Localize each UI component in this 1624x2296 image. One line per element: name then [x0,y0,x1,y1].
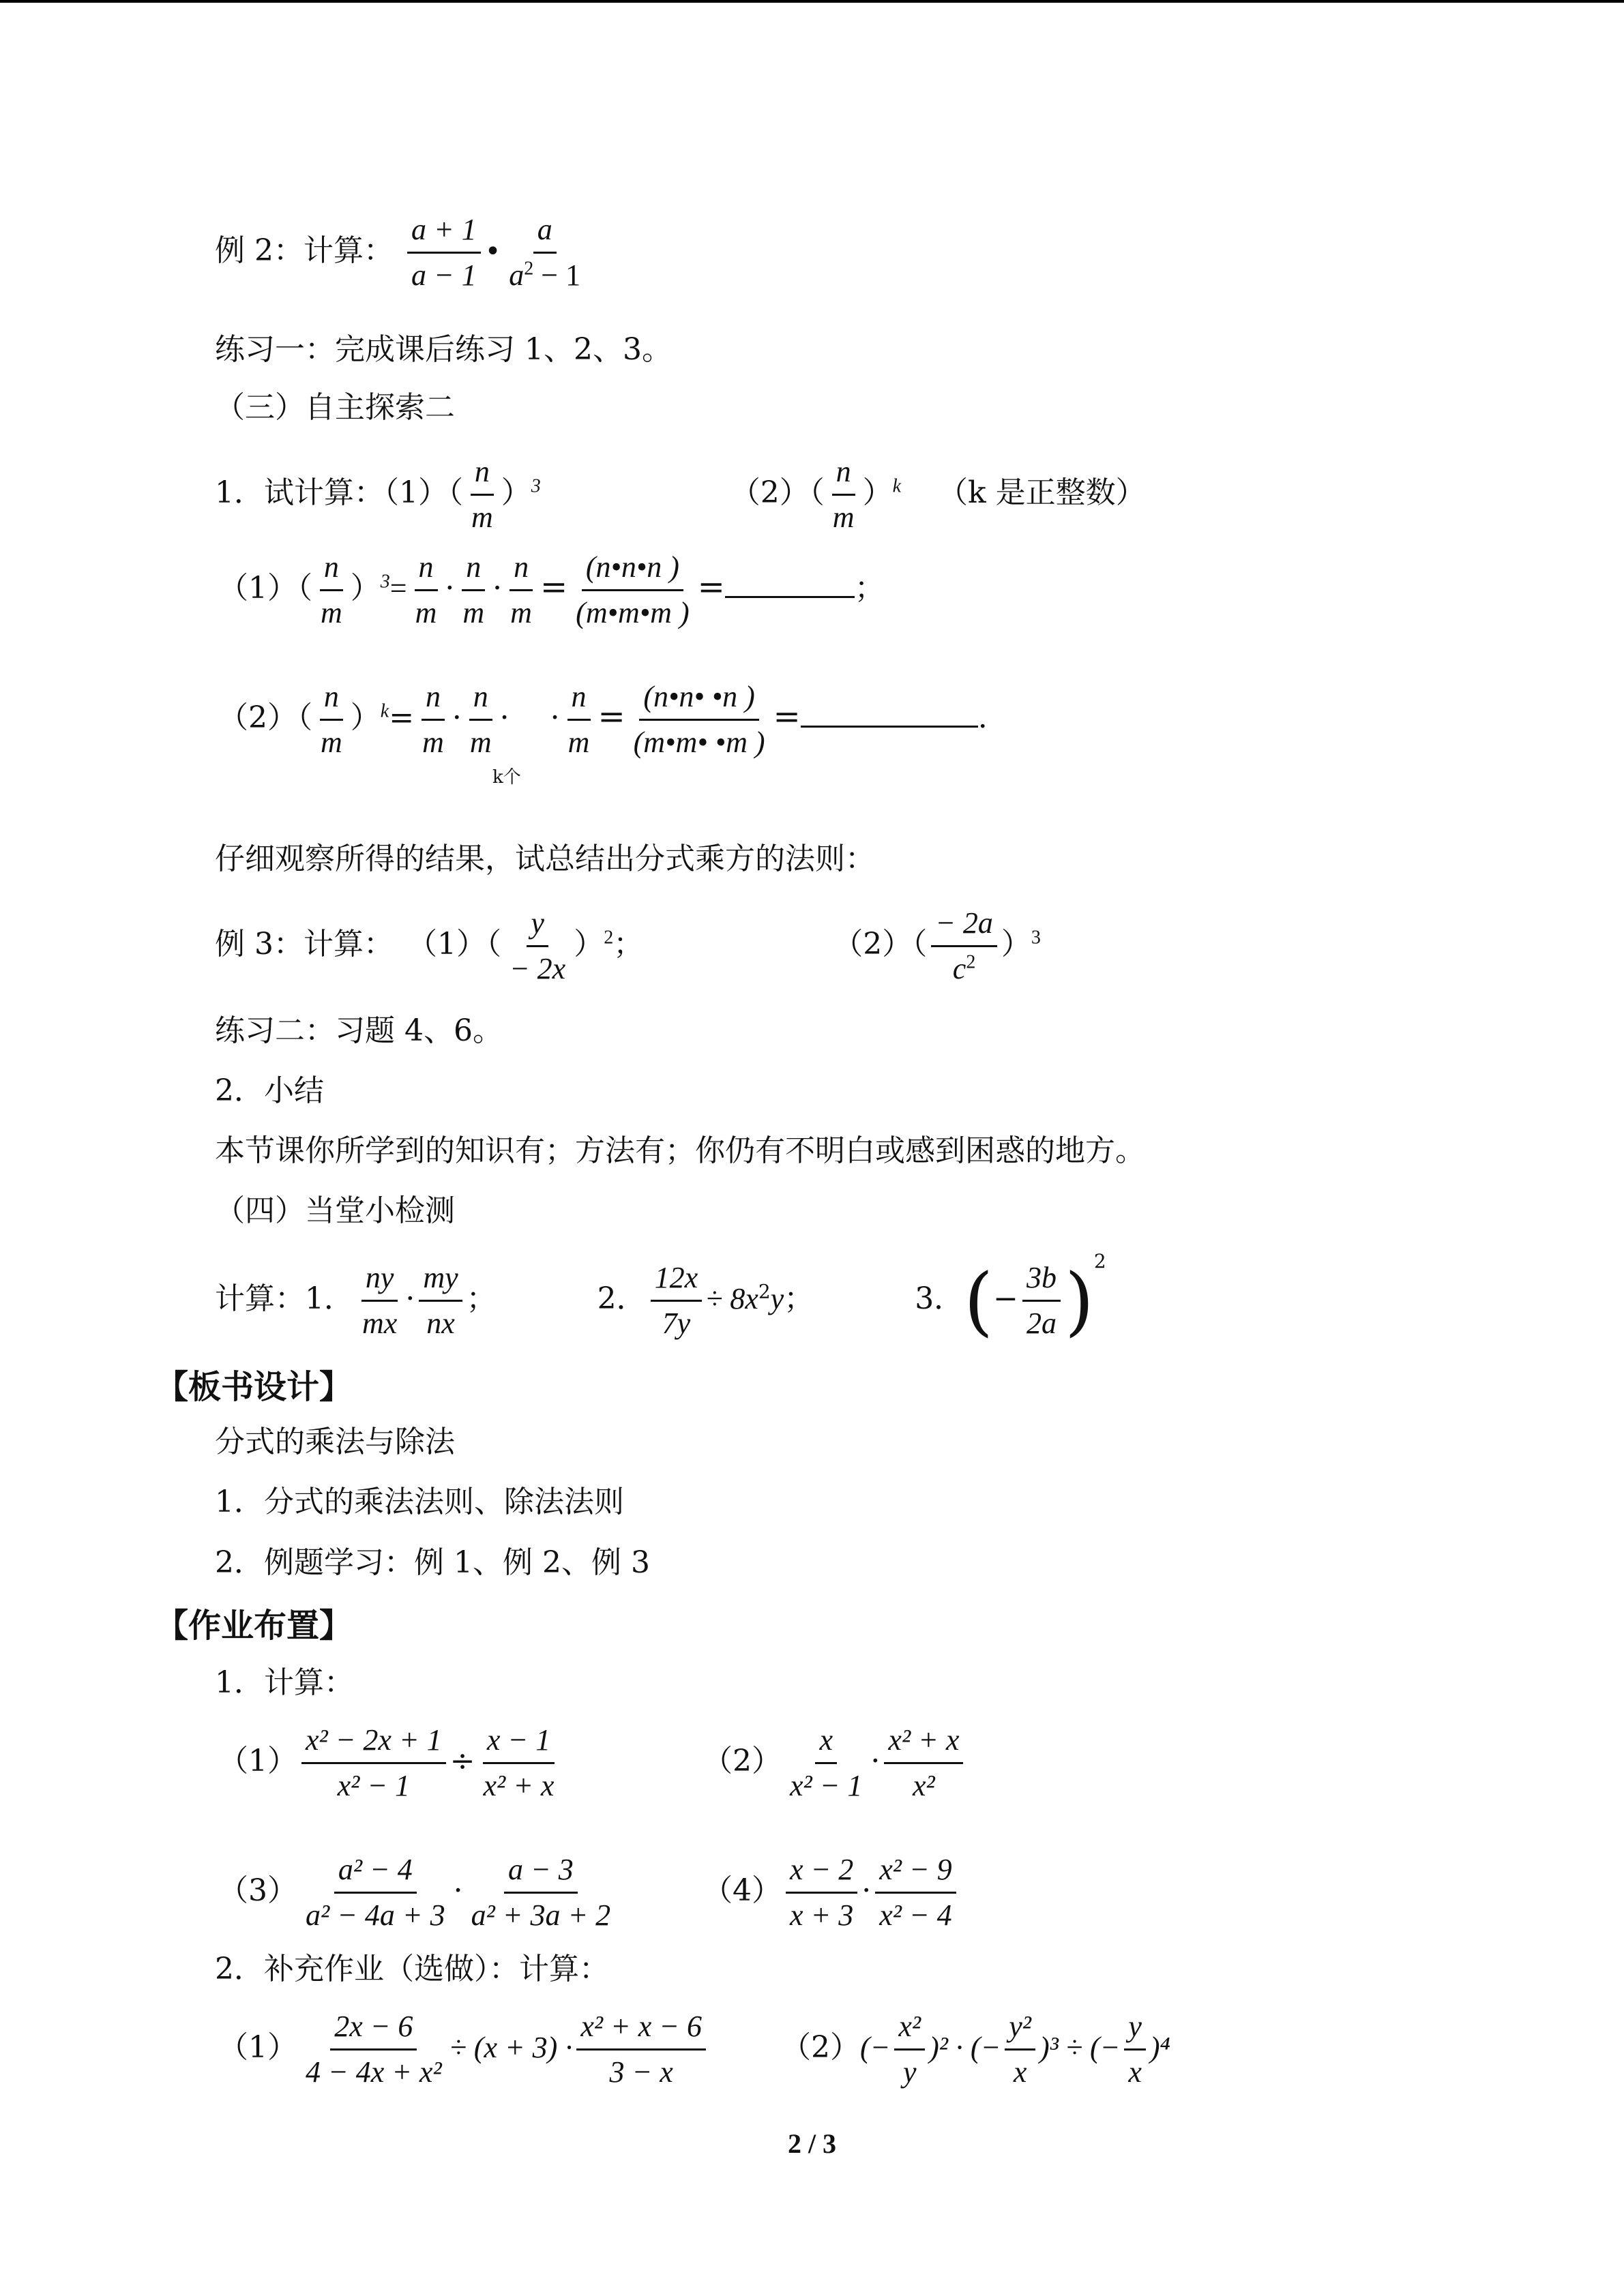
homework-heading: 【作业布置】 [156,1607,353,1645]
board-line-1: 分式的乘法与除法 [215,1425,455,1459]
homework-item-2: （2） $\frac{x}{\text{x² − 1}}$ · $\frac{\text{x² + x}}{\text{x²}}$ [703,1718,967,1808]
page-number: 2 / 3 [787,2128,837,2159]
homework-line-2: 2．补充作业（选做）：计算： [215,1952,609,1986]
example3-line: 例 3：计算： （1）（ $\frac{y}{- 2x}$ ）$^2$； （2）（ $\frac{- 2a}{c^2}$ ）$^3$ [215,901,1041,991]
observe-text: 仔细观察所得的结果，试总结出分式乘方的法则： [215,841,875,876]
summary-text: 本节课你所学到的知识有；方法有；你仍有不明白或感到困惑的地方。 [215,1133,1145,1168]
quiz-line: 计算：1． $\frac{ny}{mx}$ · $\frac{my}{nx}$ ； 2． $\frac{12x}{7y}$ ÷ $8x^2y$； 3．(− $\frac{3b}{2a}$ )$^2$ [215,1250,1106,1345]
homework-item-4: （4） $\frac{x - 2}{x + 3}$ · $\frac{\text{x² − 9}}{\text{x² − 4}}$ [703,1848,960,1937]
summary-title: 2．小结 [215,1073,324,1108]
calc1-line: （1）（ $\frac{n}{m}$ ）$^3$= $\frac{n}{m}$ · $\frac{n}{m}$ · $\frac{n}{m}$ = $\frac{(n•n•n )}{(m•m•m )}$ = ； [218,546,885,635]
answer-blank-1[interactable] [725,596,855,598]
exercise1: 练习一：完成课后练习 1、2、3。 [215,332,672,367]
answer-blank-2[interactable] [801,726,978,728]
example2-fraction-1: $\frac{a + 1}{a - 1}$ [407,208,481,297]
homework-item-3: （3） $\frac{\text{a² − 4}}{\text{a² − 4a + 3}}$ · $\frac{a - 3}{\text{a² + 3a + 2}}$ [218,1848,619,1937]
section3-title: （三）自主探索二 [215,390,455,425]
example2-fraction-2: $\frac{a}{a^2 - 1}$ [505,208,585,297]
calc2-line: （2）（ $\frac{n}{m}$ ）$^k$= $\frac{n}{m}$ · $\frac{n}{m}$ · · $\frac{n}{m}$ = $\frac{(n•n• •n )}{(m•m• •m )}$ = . [218,675,988,764]
homework-line-1: 1．计算： [215,1665,354,1700]
exercise2: 练习二：习题 4、6。 [215,1013,503,1048]
homework-item-1: （1） $\frac{\text{x² − 2x + 1}}{\text{x² − 1}}$ ÷ $\frac{x - 1}{\text{x² + x}}$ [218,1718,562,1808]
top-border [0,0,1624,3]
q1-line: 1．试计算：（1）（ $\frac{n}{m}$ ）$^3$ （2）（ $\frac{n}{m}$ ）$^k$ （k 是正整数） [215,450,1146,539]
board-heading: 【板书设计】 [156,1368,353,1406]
supplement-item-2: （2）(− $\frac{\text{x²}}{y}$ )² · (− $\frac{\text{y²}}{x}$ )³ ÷ (− $\frac{y}{x}$ )⁴ [781,2005,1170,2094]
example2-line: 例 2：计算： $\frac{a + 1}{a - 1}$ • $\frac{a}{a^2 - 1}$ [215,208,589,297]
section4-title: （四）当堂小检测 [215,1193,455,1228]
supplement-item-1: （1） $\frac{2x - 6}{\text{4 − 4x + x²}}$ ÷ (x + 3) · $\frac{\text{x² + x − 6}}{3 - x}$ [218,2005,710,2094]
board-line-3: 2．例题学习：例 1、例 2、例 3 [215,1545,650,1580]
k-count-label: k个 [492,767,521,788]
board-line-2: 1．分式的乘法法则、除法法则 [215,1485,624,1519]
